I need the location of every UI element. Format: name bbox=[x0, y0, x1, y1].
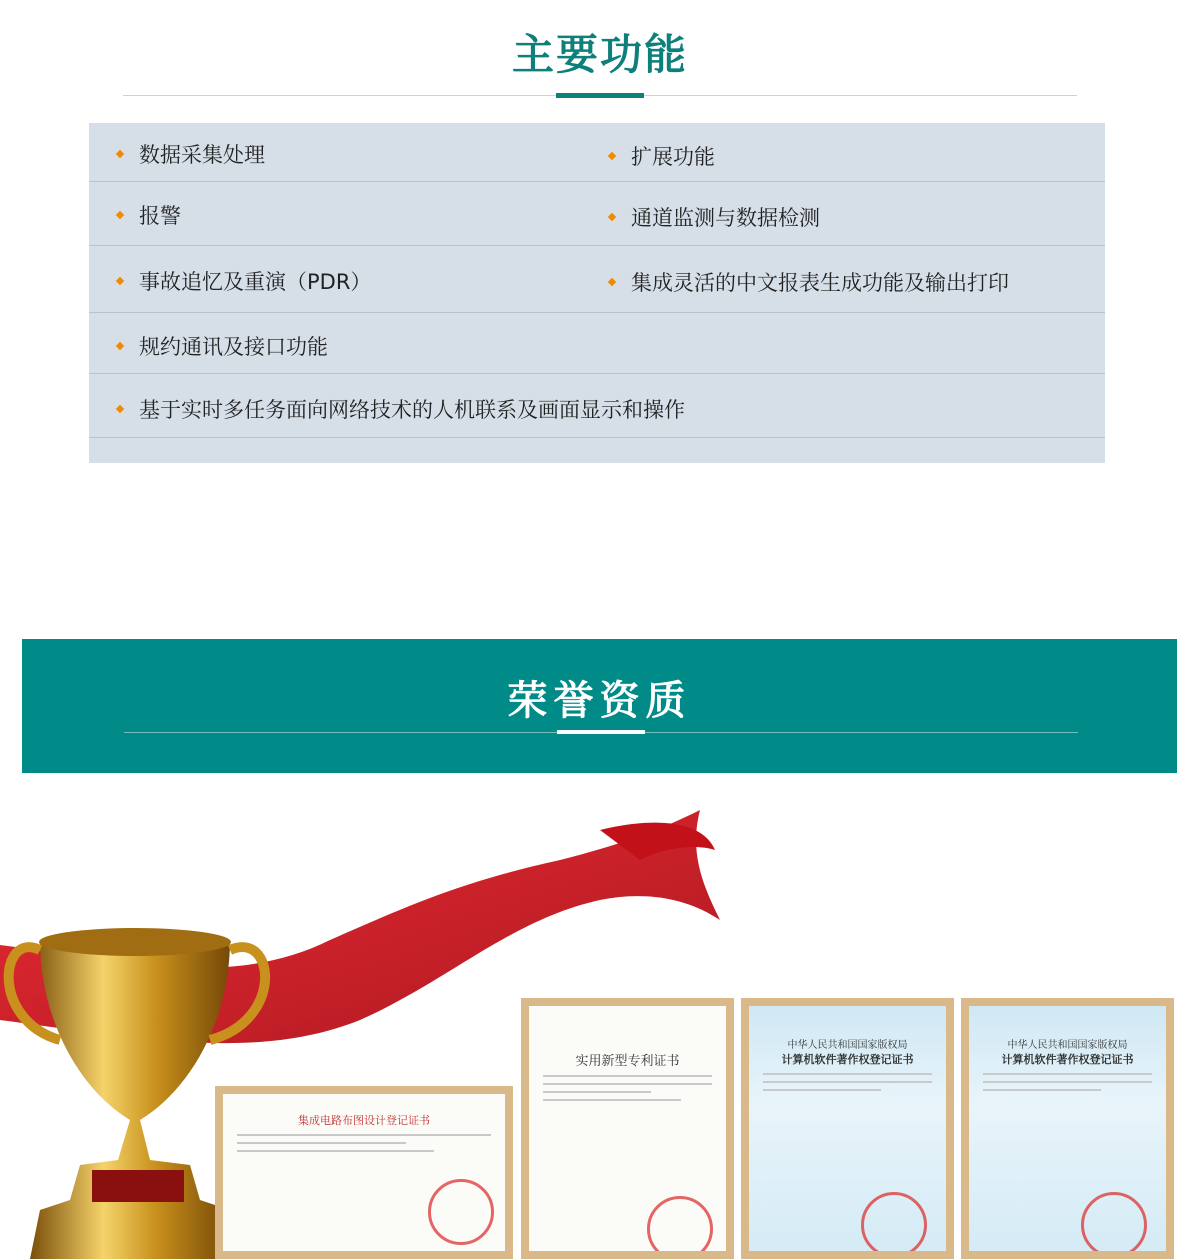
feature-item bbox=[117, 266, 371, 296]
feature-label: 通道监测与数据检测 bbox=[631, 206, 820, 230]
certificate-title: 计算机软件著作权登记证书 bbox=[1001, 1053, 1134, 1066]
feature-item bbox=[117, 331, 328, 361]
seal-icon bbox=[861, 1192, 927, 1251]
certificate-paper bbox=[969, 1006, 1166, 1251]
certificate-paper bbox=[529, 1006, 726, 1251]
bullet-icon bbox=[116, 277, 124, 285]
certificate-card bbox=[741, 998, 954, 1259]
bullet-icon bbox=[116, 150, 124, 158]
certificate-paper bbox=[223, 1094, 505, 1251]
bullet-icon bbox=[116, 211, 124, 219]
title-accent-bar bbox=[557, 730, 645, 734]
feature-label: 报警 bbox=[139, 204, 181, 228]
feature-item bbox=[609, 141, 715, 171]
bullet-icon bbox=[608, 213, 616, 221]
certificate-issuer: 中华人民共和国国家版权局 bbox=[1007, 1040, 1128, 1051]
feature-item bbox=[117, 394, 685, 424]
seal-icon bbox=[428, 1179, 494, 1245]
main-functions-title: 主要功能 bbox=[511, 30, 688, 79]
bullet-icon bbox=[608, 278, 616, 286]
feature-label: 数据采集处理 bbox=[139, 143, 265, 167]
certificate-title: 集成电路布图设计登记证书 bbox=[298, 1114, 430, 1127]
title-accent-bar bbox=[556, 93, 644, 98]
feature-label: 基于实时多任务面向网络技术的人机联系及画面显示和操作 bbox=[139, 398, 685, 422]
certificate-card bbox=[215, 1086, 513, 1259]
feature-item bbox=[117, 139, 265, 169]
bullet-icon bbox=[116, 342, 124, 350]
feature-label: 规约通讯及接口功能 bbox=[139, 335, 328, 359]
certificate-card bbox=[521, 998, 734, 1259]
seal-icon bbox=[647, 1196, 713, 1251]
feature-item bbox=[609, 267, 1009, 297]
feature-label: 集成灵活的中文报表生成功能及输出打印 bbox=[631, 271, 1009, 295]
feature-label: 扩展功能 bbox=[631, 145, 715, 169]
feature-row bbox=[89, 374, 1105, 438]
feature-panel bbox=[89, 123, 1105, 463]
feature-row bbox=[89, 313, 1105, 374]
feature-row bbox=[89, 123, 1105, 182]
certificate-title: 实用新型专利证书 bbox=[575, 1054, 680, 1069]
certificate-title: 计算机软件著作权登记证书 bbox=[781, 1053, 914, 1066]
feature-row bbox=[89, 182, 1105, 246]
honors-showcase bbox=[0, 790, 1200, 1259]
feature-label: 事故追忆及重演（PDR） bbox=[139, 270, 372, 294]
honors-banner bbox=[22, 639, 1177, 773]
certificate-paper bbox=[749, 1006, 946, 1251]
feature-row bbox=[89, 246, 1105, 313]
feature-item bbox=[609, 202, 820, 232]
honors-title: 荣誉资质 bbox=[507, 678, 692, 724]
bullet-icon bbox=[608, 152, 616, 160]
bullet-icon bbox=[116, 405, 124, 413]
trophy-icon bbox=[30, 940, 240, 1259]
certificate-card bbox=[961, 998, 1174, 1259]
certificate-issuer: 中华人民共和国国家版权局 bbox=[787, 1040, 908, 1051]
seal-icon bbox=[1081, 1192, 1147, 1251]
feature-item bbox=[117, 200, 181, 230]
